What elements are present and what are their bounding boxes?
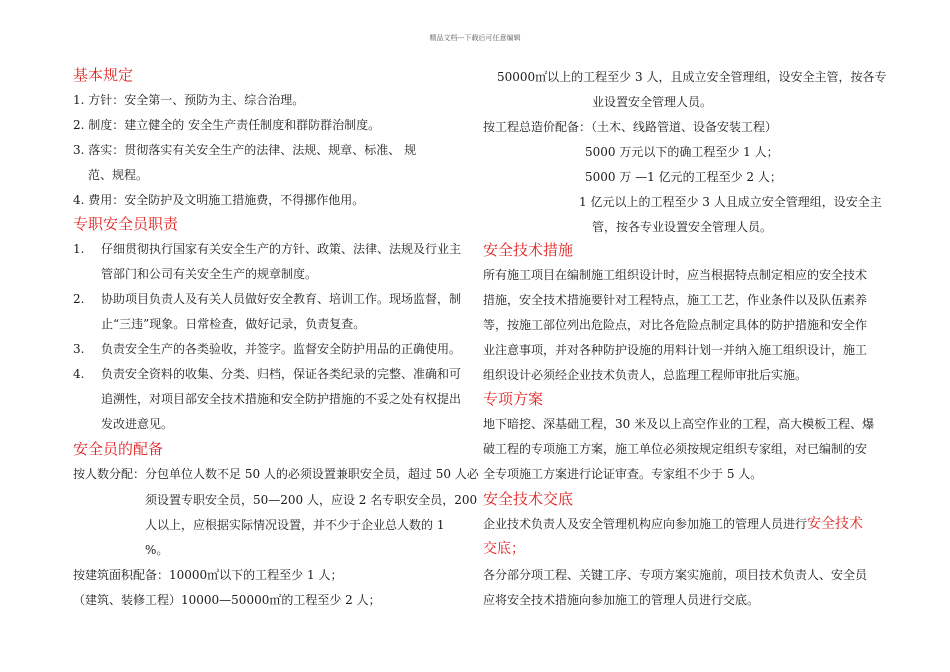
briefing-text: 企业技术负责人及安全管理机构应向参加施工的管理人员进行 bbox=[483, 517, 808, 531]
briefing-line bbox=[483, 542, 525, 556]
briefing-line bbox=[483, 517, 863, 531]
special-line: 破工程的专项施工方案，施工单位必须按规定组织专家组，对已编制的安 bbox=[483, 442, 868, 456]
duty-line: 协助项目负责人及有关人员做好安全教育、培训工作。现场监督，制 bbox=[101, 292, 462, 306]
briefing-red-text: 安全技术 bbox=[807, 516, 864, 532]
staffing-line: 按人数分配：分包单位人数不足 50 人的必须设置兼职安全员，超过 50 人必 bbox=[73, 467, 479, 481]
duty-line: 追溯性，对项目部安全技术措施和安全防护措施的不妥之处有权提出 bbox=[101, 392, 462, 406]
measures-line: 措施，安全技术措施要针对工程特点，施工工艺，作业条件以及队伍素养 bbox=[483, 293, 868, 307]
staffing-continued-line: 5000 万元以下的确工程至少 1 人； bbox=[585, 145, 779, 159]
duty-number: 3. bbox=[73, 342, 85, 356]
section-heading-duty: 专职安全员职责 bbox=[73, 215, 179, 233]
staffing-continued-line: 1 亿元以上的工程至少 3 人且成立安全管理组，设安全主 bbox=[579, 195, 882, 209]
measures-line: 等，按施工部位列出危险点，对比各危险点制定具体的防护措施和安全作 bbox=[483, 318, 868, 332]
basic-item: 范、规程。 bbox=[88, 168, 149, 182]
duty-line: 发改进意见。 bbox=[101, 417, 174, 431]
staffing-continued-line: 管，按各专业设置安全管理人员。 bbox=[592, 220, 773, 234]
section-heading-briefing: 安全技术交底 bbox=[483, 490, 574, 508]
staffing-continued-line: 50000㎡以上的工程至少 3 人，且成立安全管理组，设安全主管，按各专 bbox=[497, 70, 887, 84]
duty-line: 管部门和公司有关安全生产的规章制度。 bbox=[101, 267, 318, 281]
special-line: 全专项施工方案进行论证审查。专家组不少于 5 人。 bbox=[483, 467, 763, 481]
staffing-line: （建筑、装修工程）10000—50000㎡的工程至少 2 人； bbox=[73, 593, 381, 607]
staffing-continued-line: 按工程总造价配备：（土木、线路管道、设备安装工程） bbox=[483, 120, 778, 134]
measures-line: 所有施工项目在编制施工组织设计时，应当根据特点制定相应的安全技术 bbox=[483, 268, 868, 282]
measures-line: 组织设计必须经企业技术负责人，总监理工程师审批后实施。 bbox=[483, 368, 808, 382]
staffing-continued-line: 5000 万 —1 亿元的工程至少 2 人； bbox=[585, 170, 782, 184]
section-heading-special: 专项方案 bbox=[483, 390, 544, 408]
section-heading-measures: 安全技术措施 bbox=[483, 241, 574, 259]
section-heading-basic: 基本规定 bbox=[73, 66, 134, 84]
briefing-line: 应将安全技术措施向参加施工的管理人员进行交底。 bbox=[483, 593, 760, 607]
basic-item: 1. 方针：安全第一、预防为主、综合治理。 bbox=[73, 93, 305, 107]
briefing-red-text: 交底； bbox=[483, 541, 525, 557]
staffing-line: 人以上，应根据实际情况设置，并不少于企业总人数的 1 bbox=[145, 518, 445, 532]
duty-line: 负责安全资料的收集、分类、归档，保证各类纪录的完整、准确和可 bbox=[101, 367, 462, 381]
section-heading-staffing: 安全员的配备 bbox=[73, 440, 164, 458]
measures-line: 业注意事项，并对各种防护设施的用料计划一并纳入施工组织设计，施工 bbox=[483, 343, 868, 357]
duty-line: 止“三违”现象。日常检查，做好记录，负责复查。 bbox=[101, 317, 366, 331]
briefing-line: 各分部分项工程、关键工序、专项方案实施前，项目技术负责人、安全员 bbox=[483, 568, 868, 582]
staffing-line: 须设置专职安全员，50—200 人，应设 2 名专职安全员，200 bbox=[145, 493, 478, 507]
duty-number: 1. bbox=[73, 242, 85, 256]
duty-line: 负责安全生产的各类验收，并签字。监督安全防护用品的正确使用。 bbox=[101, 342, 462, 356]
staffing-continued-line: 业设置安全管理人员。 bbox=[592, 95, 713, 109]
staffing-line: 按建筑面积配备：10000㎡以下的工程至少 1 人； bbox=[73, 568, 343, 582]
duty-line: 仔细贯彻执行国家有关安全生产的方针、政策、法律、法规及行业主 bbox=[101, 242, 462, 256]
duty-number: 2. bbox=[73, 292, 85, 306]
page-header: 精品文档---下载后可任意编辑 bbox=[429, 34, 521, 42]
basic-item: 4. 费用：安全防护及文明施工措施费，不得挪作他用。 bbox=[73, 193, 365, 207]
special-line: 地下暗挖、深基础工程，30 米及以上高空作业的工程，高大模板工程、爆 bbox=[483, 417, 875, 431]
basic-item: 3. 落实：贯彻落实有关安全生产的法律、法规、规章、标准、 规 bbox=[73, 143, 417, 157]
basic-item: 2. 制度：建立健全的 安全生产责任制度和群防群治制度。 bbox=[73, 118, 381, 132]
staffing-line: %。 bbox=[145, 543, 169, 557]
duty-number: 4. bbox=[73, 367, 85, 381]
